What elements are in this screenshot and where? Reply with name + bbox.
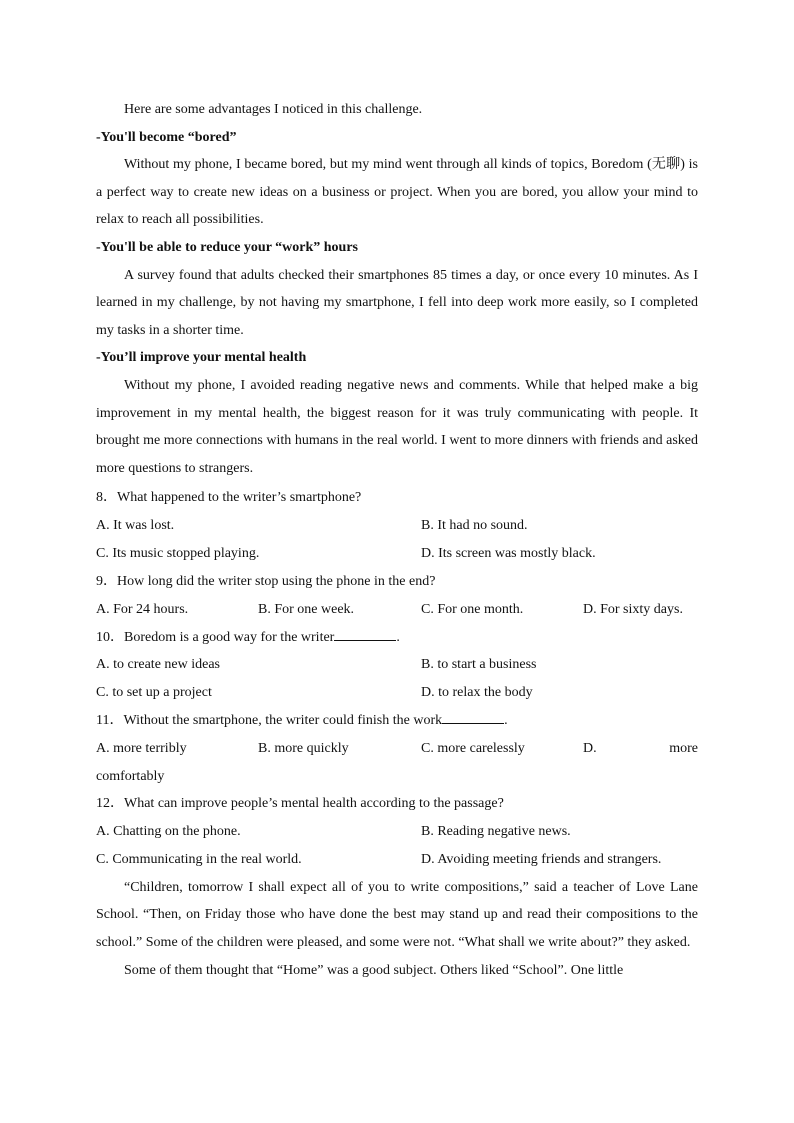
section-heading-mental-health: -You’ll improve your mental health xyxy=(96,350,307,366)
question-10-options-row-1 xyxy=(96,651,698,679)
question-11 xyxy=(96,707,698,735)
question-10-text: 10．Boredom is a good way for the writer xyxy=(96,629,335,645)
question-8: 8．What happened to the writer’s smartphone? xyxy=(96,490,362,506)
option-a: A. It was lost. xyxy=(96,517,175,533)
option-d xyxy=(583,735,698,763)
question-10-options-row-2 xyxy=(96,679,698,707)
question-11-option-d-continued: comfortably xyxy=(96,768,165,784)
answer-blank xyxy=(442,709,504,724)
question-11-options xyxy=(96,735,698,763)
option-b: B. It had no sound. xyxy=(421,517,528,533)
next-passage-paragraph-1: “Children, tomorrow I shall expect all of you to write compositions,” said a teacher of Love Lane School. “Then, on Friday those who have done the best may stand up and read their compositions to the school.” Some of the children were pleased, and some were not. “What shall we write about?” they asked. xyxy=(96,879,698,951)
document-page xyxy=(96,96,698,984)
question-9: 9．How long did the writer stop using the phone in the end? xyxy=(96,573,436,589)
intro-text: Here are some advantages I noticed in this challenge. xyxy=(124,102,423,117)
option-a: A. more terribly xyxy=(96,740,187,756)
option-d: D. For sixty days. xyxy=(583,601,683,617)
option-b: B. more quickly xyxy=(258,740,349,756)
option-c: C. Its music stopped playing. xyxy=(96,545,260,561)
section-paragraph-mental-health: Without my phone, I avoided reading negative news and comments. While that helped make a big improvement in my mental health, the biggest reason for it was truly communicating with people. It brought me more connections with humans in the real world. I went to more dinners with friends and asked more questions to strangers. xyxy=(96,377,698,476)
option-d: D. Avoiding meeting friends and strangers. xyxy=(421,851,662,867)
section-paragraph-bored: Without my phone, I became bored, but my mind went through all kinds of topics, Boredom (无聊) is a perfect way to create new ideas on a business or project. When you are bored, you allow your mind to relax to reach all possibilities. xyxy=(96,157,698,228)
option-b: B. to start a business xyxy=(421,657,537,673)
option-d: D. Its screen was mostly black. xyxy=(421,545,596,561)
option-a: A. Chatting on the phone. xyxy=(96,823,241,839)
option-a: A. to create new ideas xyxy=(96,657,220,673)
option-a: A. For 24 hours. xyxy=(96,601,189,617)
question-12-options-row-1 xyxy=(96,818,698,846)
option-b: B. For one week. xyxy=(258,601,355,617)
section-heading-work-hours: -You'll be able to reduce your “work” hours xyxy=(96,239,358,255)
question-10 xyxy=(96,624,698,652)
section-paragraph-work-hours: A survey found that adults checked their smartphones 85 times a day, or once every 10 minutes. As I learned in my challenge, by not having my smartphone, I fell into deep work more easily, so I completed my tasks in a shorter time. xyxy=(96,267,698,338)
section-heading-bored: -You'll become “bored” xyxy=(96,129,237,145)
option-d-letter: D. xyxy=(583,740,597,756)
option-b: B. Reading negative news. xyxy=(421,823,571,839)
question-9-options xyxy=(96,596,698,624)
question-11-text: 11．Without the smartphone, the writer could finish the work xyxy=(96,713,443,729)
question-12: 12．What can improve people’s mental health according to the passage? xyxy=(96,796,504,812)
question-10-end: . xyxy=(396,629,400,645)
question-12-options-row-2 xyxy=(96,846,698,874)
answer-blank xyxy=(334,626,396,641)
option-c: C. For one month. xyxy=(421,601,524,617)
option-d: D. to relax the body xyxy=(421,685,533,701)
option-c: C. Communicating in the real world. xyxy=(96,851,302,867)
question-11-end: . xyxy=(504,713,508,729)
option-c: C. to set up a project xyxy=(96,685,212,701)
option-c: C. more carelessly xyxy=(421,740,525,756)
question-8-options-row-2 xyxy=(96,540,698,568)
option-d-word: more xyxy=(669,740,698,756)
question-8-options-row-1 xyxy=(96,512,698,540)
next-passage-paragraph-2: Some of them thought that “Home” was a good subject. Others liked “School”. One little xyxy=(124,962,624,978)
